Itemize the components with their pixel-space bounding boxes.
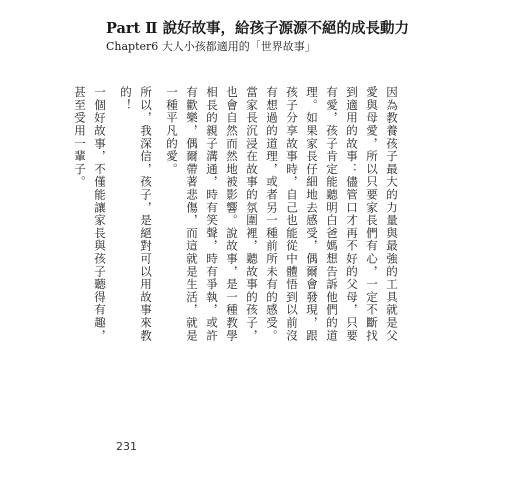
page-number: 231 bbox=[116, 440, 137, 453]
part-title: Part Ⅱ 說好故事，給孩子源源不絕的成長動力 bbox=[106, 20, 410, 37]
paragraph: 因為教養孩子最大的力量與最強的工具就是父愛與母愛，所以只要家長們有心，一定不斷找到適用的故事：儘管口才再不好的父母，只要有愛，孩子肯定能聽明白爸媽想告訴他們的道理。如果家長仔細地去感受，偶爾會發現，跟孩子分享故事時，自己也能從中體悟到以前沒有想過的道理，或者另一種前所未有的感受。 bbox=[265, 86, 399, 342]
paragraph: 當家長沉浸在故事的氛圍裡，聽故事的孩子，也會自然而然地被影響。說故事，是一種教學相長的親子溝通，時有笑聲，時有爭執，或許有歡樂，偶爾帶著悲傷，而這就是生活，就是一種平凡的愛。 bbox=[165, 86, 259, 342]
vertical-body-text bbox=[64, 86, 402, 348]
paragraph: 一個好故事，不僅能讓家長與孩子聽得有趣，甚至受用一輩子。 bbox=[73, 86, 107, 342]
running-header bbox=[106, 20, 409, 54]
paragraph: 所以，我深信，孩子，是絕對可以用故事來教的！ bbox=[119, 86, 153, 342]
chapter-subtitle: Chapter6 大人小孩都適用的「世界故事」 bbox=[106, 40, 316, 53]
